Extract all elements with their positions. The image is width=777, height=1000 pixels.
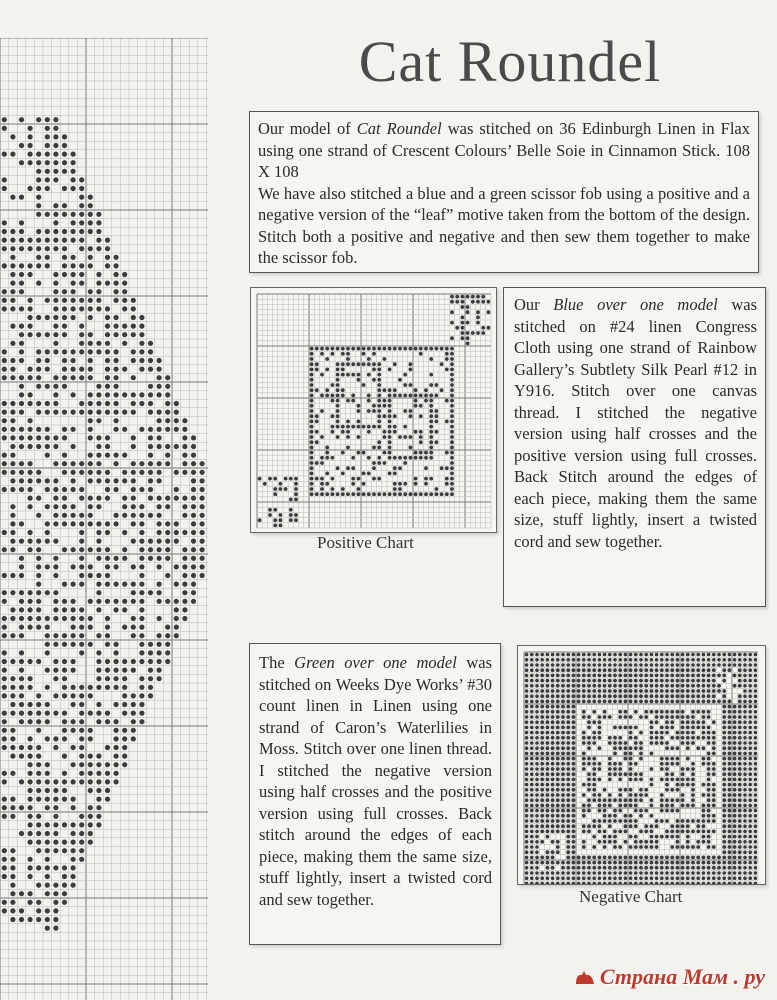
intro-paragraph-1: Our model of Cat Roundel was stitched on 36 Edinburgh Linen in Flax using one strand of Crescent Colours’ Belle Soie in Cinnamon Stick. 108 X 108 (258, 119, 750, 181)
blue-model-text-box (503, 287, 766, 607)
intro-text-box (249, 111, 759, 273)
page-title: Cat Roundel (358, 29, 662, 94)
site-watermark: Страна Мам . ру (574, 964, 765, 990)
negative-chart-caption: Negative Chart (579, 887, 683, 906)
negative-chart (517, 645, 766, 885)
intro-paragraph-2: We have also stitched a blue and a green scissor fob using a positive and a negative version of the “leaf” motive taken from the bottom of the design. Stitch both a positive and negative and then sew them together to make the scissor fob. (258, 183, 750, 267)
cat-logo-icon (574, 970, 596, 986)
blue-model-paragraph: Our Blue over one model was stitched on #24 linen Congress Cloth using one strand of Rainbow Gallery’s Subtlety Silk Pearl #12 in Y916. Stitch over one canvas thread. I stitched the negative version using half crosses and the positive version using full crosses. Back Stitch around the edges of each piece, making them the same size, stuff lightly, insert a twisted cord and sew together. (514, 295, 758, 551)
positive-chart (250, 287, 497, 533)
positive-chart-caption: Positive Chart (317, 533, 414, 552)
green-model-text-box (249, 643, 501, 945)
green-model-paragraph: The Green over one model was stitched on Weeks Dye Works’ #30 count linen in Linen using one strand of Caron’s Waterlilies in Moss. Stitch over one linen thread. I stitched the negative version using half crosses and the positive version using full crosses. Back stitch around the edges of each piece, making them the same size, stuff lightly, insert a twisted cord and sew together. (259, 653, 492, 909)
main-cross-stitch-chart (0, 38, 208, 1000)
